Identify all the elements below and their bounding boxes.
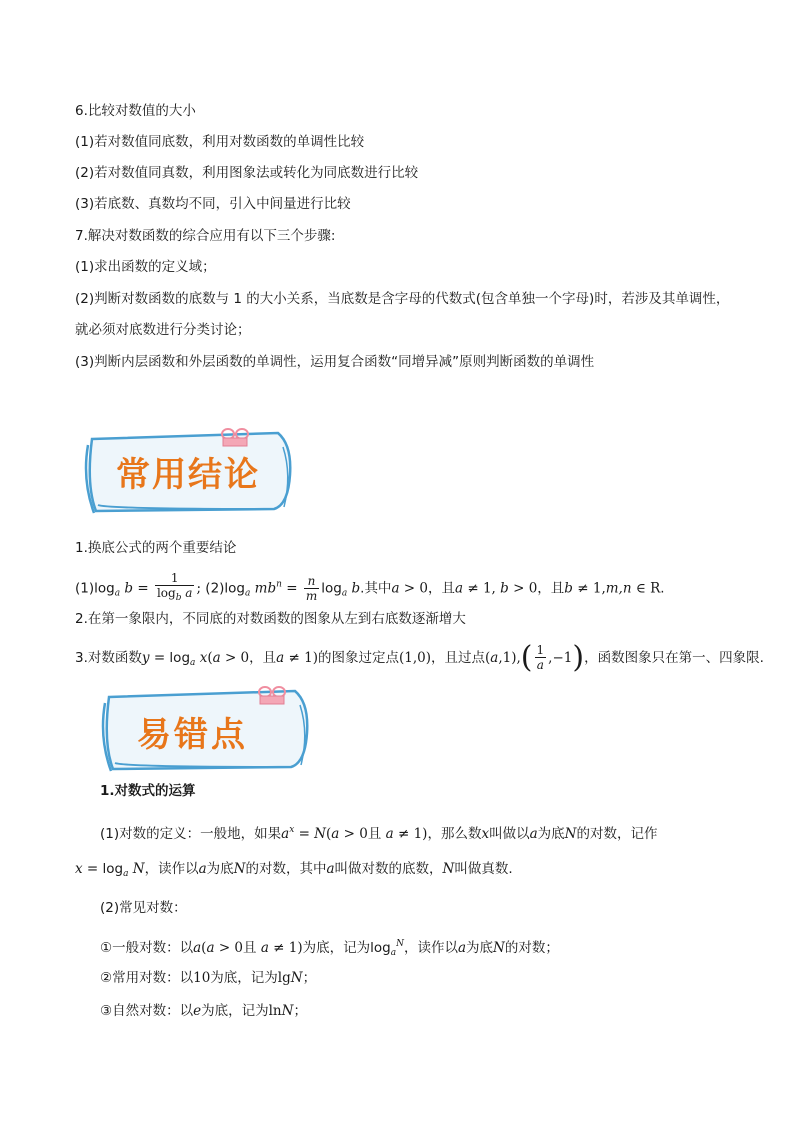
section6-title: 6.比较对数值的大小 (75, 103, 196, 119)
banner-error-prone-label: 易错点 (137, 715, 248, 755)
section7-item-2-cont: 就必须对底数进行分类讨论； (75, 322, 251, 338)
banner-common-conclusions-label: 常用结论 (116, 455, 260, 495)
binder-clip-icon (259, 687, 285, 704)
banner-error-prone (95, 683, 315, 778)
banner-common-conclusions (78, 425, 298, 520)
conclusion-1-title: 1.换底公式的两个重要结论 (75, 540, 237, 556)
section6-item-2: (2)若对数值同真数，利用图象法或转化为同底数进行比较 (75, 165, 419, 181)
conclusion-2: 2.在第一象限内，不同底的对数函数的图象从左到右底数逐渐增大 (75, 611, 466, 627)
error-1-common-title: (2)常见对数： (100, 900, 187, 916)
binder-clip-icon (222, 429, 248, 446)
error-1-definition: (1)对数的定义：一般地，如果$a^x = N(a > 0$且 a ≠ 1)，那么数x叫做以a为底N的对数，记作 (100, 825, 658, 842)
conclusion-1-formula: $(1)\log_a$ b = $\frac{1}{\log_b a}$ ; $(2)\log_a$ $mb^n$ = $\frac{n}{m}$ $\log_a b$.其中a > 0，且a ≠ 1, b > 0，且b ≠ 1,m,n ∈ R. (75, 571, 665, 603)
section7-item-3: (3)判断内层函数和外层函数的单调性，运用复合函数“同增异减”原则判断函数的单调性 (75, 354, 595, 370)
section6-item-3: (3)若底数、真数均不同，引入中间量进行比较 (75, 196, 351, 212)
section7-item-1: (1)求出函数的定义域； (75, 259, 216, 275)
error-1-definition-cont: $x = \log_a N$，读作以a为底N的对数，其中a叫做对数的底数，N叫做真数. (75, 861, 513, 879)
section7-item-2: (2)判断对数函数的底数与 1 的大小关系，当底数是含字母的代数式(包含单独一个字母)时，若涉及其单调性， (75, 291, 730, 307)
error-1-common-2: ②常用对数：以10为底，记为lgN； (100, 970, 317, 986)
section7-title: 7.解决对数函数的综合应用有以下三个步骤: (75, 228, 336, 244)
section6-item-1: (1)若对数值同底数，利用对数函数的单调性比较 (75, 134, 365, 150)
conclusion-3: 3.对数函数$y = \log_a x(a > 0$，且a ≠ 1)的图象过定点(1,0)，且过点(a,1),( $\frac{1}{a}$ ,−1)，函数图象只在第一、四象限. (75, 640, 764, 675)
error-1-title: 1.对数式的运算 (100, 783, 196, 799)
error-1-common-1: ①一般对数：以a(a > 0且 a ≠ 1)为底，记为$\log_a^N$，读作以a为底N的对数； (100, 939, 559, 958)
error-1-common-3: ③自然对数：以e为底，记为lnN； (100, 1003, 307, 1019)
